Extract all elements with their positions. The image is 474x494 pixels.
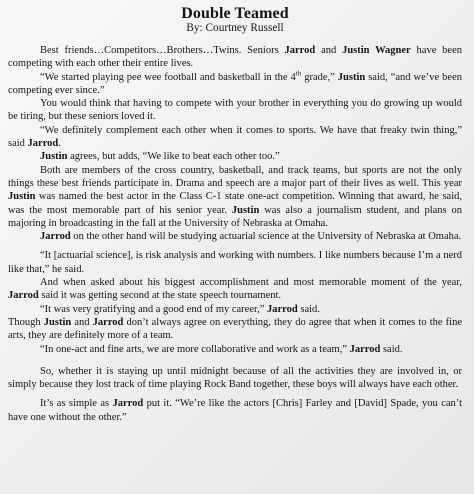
- article-paragraph: [8, 164, 462, 230]
- article-paragraph: [8, 365, 462, 392]
- text-run: You would think that having to compete with your brother in everything you do growing up would be tiring, but these seniors loved it.: [8, 98, 462, 123]
- article-paragraph: [8, 397, 462, 424]
- bold-name: Jarrod: [40, 231, 71, 243]
- article-paragraph: [8, 276, 462, 303]
- text-run: have been competing with each other their entire lives.: [8, 45, 463, 70]
- bold-name: Jarrod: [27, 138, 59, 150]
- text-run: Best friends…Competitors…Brothers…Twins. Seniors: [40, 45, 285, 56]
- article-paragraph: [8, 71, 462, 98]
- article-paragraph: [8, 343, 462, 356]
- text-run: said it was getting second at the state speech tournament.: [38, 290, 282, 302]
- bold-name: Justin Wagner: [342, 45, 411, 56]
- text-run: was also a journalism student, and plans on majoring in broadcasting in the fall at the University of Nebraska at Omaha.: [8, 204, 462, 229]
- text-run: and: [315, 45, 343, 56]
- text-run: .: [58, 138, 61, 150]
- text-run: It’s as simple as: [40, 398, 113, 410]
- bold-name: Justin: [40, 151, 68, 163]
- text-run: agrees, but adds, “We like to beat each other too.”: [67, 151, 280, 163]
- bold-name: Justin: [8, 191, 36, 203]
- text-run: grade,”: [301, 71, 338, 83]
- text-run: And when asked about his biggest accomplishment and most memorable moment of the year,: [40, 277, 462, 289]
- text-run: on the other hand will be studying actuarial science at the University of Nebraska at Omaha.: [70, 231, 462, 243]
- text-run: put it. “We’re like the actors [Chris] Farley and [David] Spade, you can’t have one without the other.”: [8, 398, 462, 423]
- bold-name: Jarrod: [267, 303, 298, 315]
- text-run: So, whether it is staying up until midnight because of all the activities they are involved in, or simply because they lost track of time playing Rock Band together, these boys will always have each other.: [8, 365, 462, 391]
- bold-name: Jarrod: [92, 316, 124, 328]
- article-paragraph: [8, 124, 462, 151]
- text-run: Though: [8, 316, 44, 328]
- superscript: th: [295, 69, 302, 78]
- bold-name: Jarrod: [8, 290, 39, 302]
- article-body: [8, 44, 462, 424]
- article-paragraph: [8, 230, 462, 243]
- bold-name: Jarrod: [349, 343, 381, 355]
- text-run: said, “and we’ve been competing ever since.”: [8, 71, 462, 96]
- text-run: “In one-act and fine arts, we are more collaborative and work as a team,”: [40, 343, 350, 355]
- bold-name: Jarrod: [112, 398, 144, 410]
- text-run: “We definitely complement each other when it comes to sports. We have that freaky twin thing,” said: [8, 124, 462, 150]
- article-paragraph: [8, 303, 462, 316]
- text-run: “We started playing pee wee football and basketball in the 4: [40, 71, 296, 83]
- article-title: Double Teamed: [181, 5, 289, 22]
- article-paragraph: [8, 97, 462, 124]
- text-run: said.: [380, 343, 403, 355]
- article-paragraph: [8, 44, 462, 71]
- bold-name: Justin: [43, 316, 72, 328]
- bold-name: Justin: [337, 71, 366, 83]
- text-run: don’t always agree on everything, they do agree that when it comes to the fine arts, they are definitely more of a team.: [8, 316, 462, 342]
- article-paragraph: [8, 316, 462, 343]
- text-run: “It was very gratifying and a good end of my career,”: [40, 303, 267, 315]
- article-paragraph: [8, 249, 462, 276]
- text-run: “It [actuarial science], is risk analysis and working with numbers. I like numbers because I’m a nerd like that,” he said.: [8, 250, 462, 275]
- bold-name: Jarrod: [284, 45, 316, 56]
- text-run: Both are members of the cross country, basketball, and track teams, but sports are not the only things these best friends participate in. Drama and speech are a major part of their lives as well. This year: [8, 164, 462, 189]
- text-run: and: [71, 316, 93, 328]
- bold-name: Justin: [231, 204, 260, 216]
- article-byline: By: Courtney Russell: [186, 22, 284, 34]
- text-run: said.: [297, 303, 320, 315]
- article-paragraph: [8, 150, 462, 163]
- text-run: was named the best actor in the Class C-1 state one-act competition. Winning that award, he said, was the most memorable part of his senior year.: [8, 191, 462, 216]
